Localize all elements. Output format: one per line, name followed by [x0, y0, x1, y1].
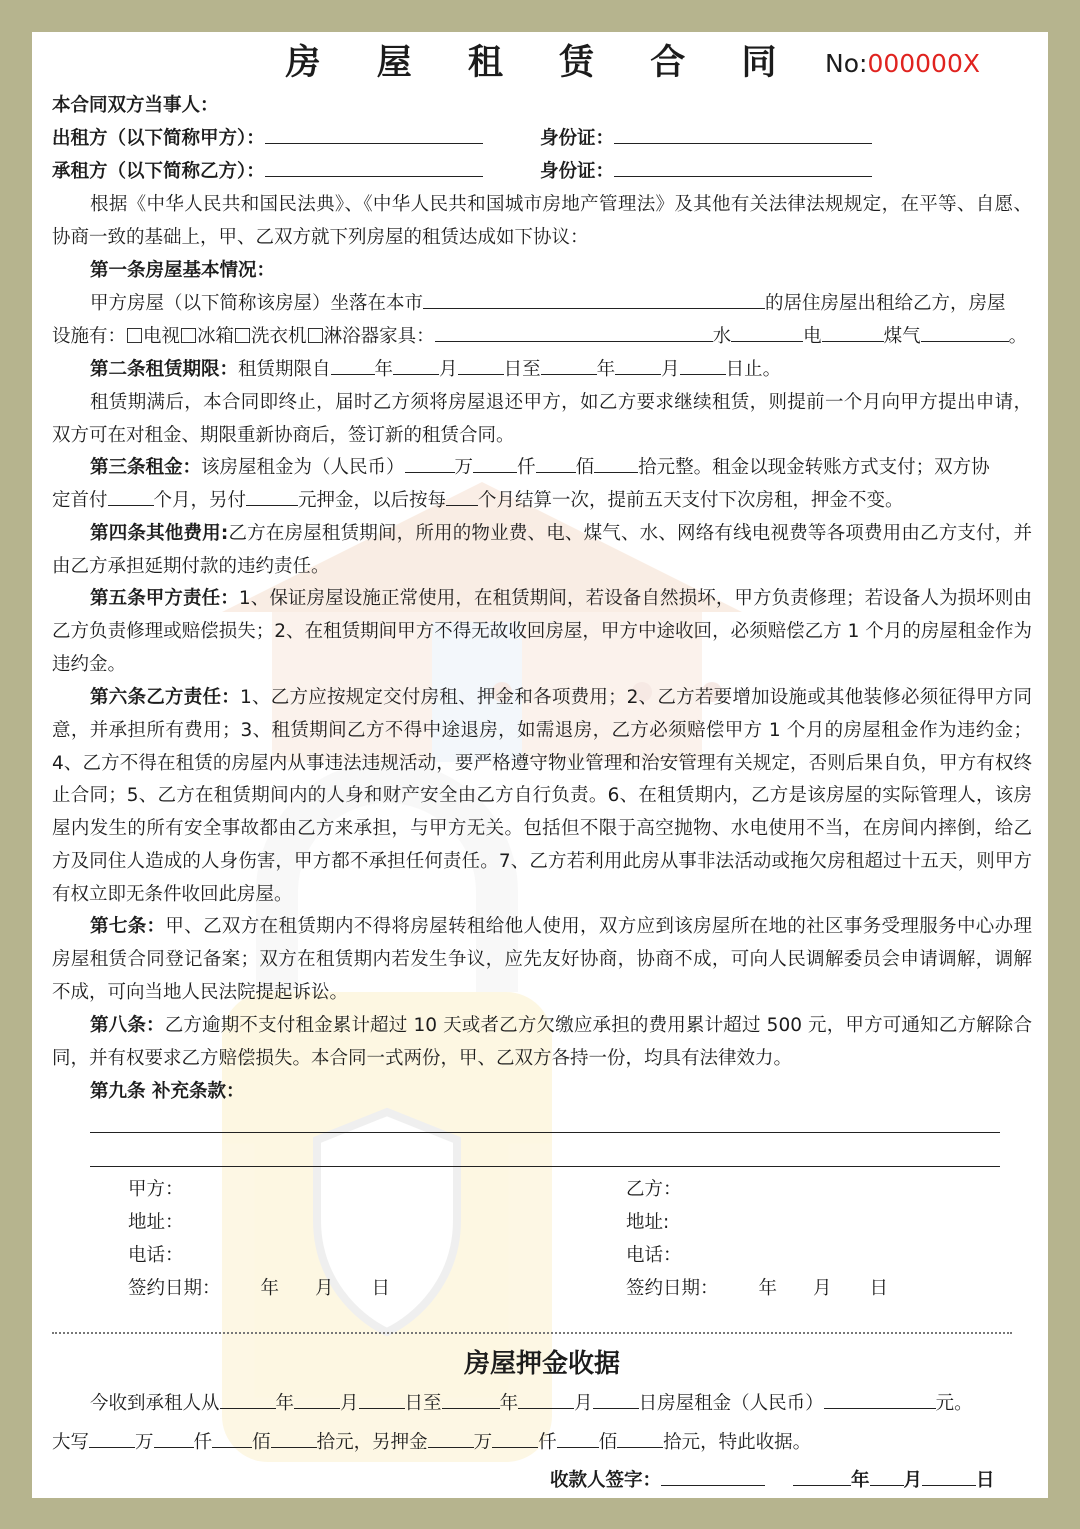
checkbox[interactable]	[127, 328, 142, 343]
phone-a-label: 电话：	[128, 1245, 184, 1266]
article-1-title: 第一条房屋基本情况：	[90, 260, 276, 281]
rent-bai-field[interactable]	[536, 452, 576, 473]
checkbox[interactable]	[181, 328, 196, 343]
contract-number: No:000000X	[825, 49, 980, 78]
article-4: 第四条其他费用:乙方在房屋租赁期间，所用的物业费、电、煤气、水、网络有线电视费等各项费用由乙方支付，并由乙方承担延期付款的违约责任。	[52, 523, 1032, 577]
party-a-label: 甲方：	[128, 1179, 184, 1200]
water-field[interactable]	[731, 321, 803, 342]
end-day-field[interactable]	[680, 354, 726, 375]
article-5: 第五条甲方责任：1、保证房屋设施正常使用，在租赁期间，若设备自然损坏，甲方负责修理；若设备人为损坏则由乙方负责修理或赔偿损失；2、在租赁期间甲方不得无故收回房屋，甲方中途收回，必须赔偿乙方 1 个月的房屋租金作为违约金。	[52, 588, 1032, 675]
article-7: 第七条：甲、乙双方在租赁期内不得将房屋转租给他人使用，双方应到该房屋所在地的社区事务受理服务中心办理房屋租赁合同登记备案；双方在租赁期内若发生争议，应先友好协商，协商不成，可向人民调解委员会申请调解，调解不成，可向当地人民法院提起诉讼。	[52, 916, 1032, 1003]
article-6: 第六条乙方责任：1、乙方应按规定交付房租、押金和各项费用；2、乙方若要增加设施或其他装修必须征得甲方同意，并承担所有费用；3、租赁期间乙方不得中途退房，如需退房，乙方必须赔偿甲方 1 个月的房屋租金作为违约金；4、乙方不得在租赁的房屋内从事违法违规活动，要严格遵守物业管理和治安管理有关规定，否则后果自负，甲方有权终止合同；5、乙方在租赁期间内的人身和财产安全由乙方自行负责。6、在租赁期内，乙方是该房屋的实际管理人，该房屋内发生的所有安全事故都由乙方来承担，与甲方无关。包括但不限于高空抛物、水电使用不当，在房间内摔倒，给乙方及同住人造成的人身伤害，甲方都不承担任何责任。7、乙方若利用此房从事非法活动或拖欠房租超过十五天，则甲方有权立即无条件收回此房屋。	[52, 687, 1032, 905]
payee-signature-field[interactable]	[661, 1465, 765, 1486]
payee-month-field[interactable]	[870, 1465, 904, 1486]
end-year-field[interactable]	[541, 354, 597, 375]
lessor-id-line: 身份证：	[540, 123, 872, 156]
daxie-wan-field[interactable]	[89, 1427, 135, 1448]
deposit-wan-field[interactable]	[428, 1427, 474, 1448]
payee-signature-line: 收款人签字： 年 月 日	[550, 1465, 995, 1498]
start-day-field[interactable]	[458, 354, 504, 375]
checkbox[interactable]	[308, 328, 323, 343]
receipt-end-month-field[interactable]	[518, 1388, 574, 1409]
party-b-label: 乙方：	[626, 1179, 682, 1200]
gas-field[interactable]	[921, 321, 1009, 342]
contract-number-value: 000000X	[867, 49, 980, 78]
receipt-title: 房屋押金收据	[463, 1349, 620, 1379]
rent-shi-field[interactable]	[594, 452, 638, 473]
sign-date-a: 签约日期： 年 月 日	[128, 1278, 391, 1299]
payee-day-field[interactable]	[922, 1465, 976, 1486]
end-month-field[interactable]	[615, 354, 661, 375]
article-3-terms: 定首付 个月，另付 元押金，以后按每 个月结算一次，提前五天支付下次房租，押金不变。	[52, 485, 904, 518]
supplement-line-1[interactable]	[90, 1132, 1000, 1133]
preamble: 根据《中华人民共和国民法典》、《中华人民共和国城市房地产管理法》及其他有关法律法规规定，在平等、自愿、协商一致的基础上，甲、乙双方就下列房屋的租赁达成如下协议：	[52, 194, 1032, 248]
rent-wan-field[interactable]	[405, 452, 455, 473]
billing-months-field[interactable]	[446, 485, 478, 506]
article-1-location: 甲方房屋（以下简称该房屋）坐落在本市 的居住房屋出租给乙方，房屋	[90, 288, 1006, 321]
start-month-field[interactable]	[393, 354, 439, 375]
article-3-rent: 第三条租金：该房屋租金为（人民币） 万 仟 佰 拾元整。租金以现金转账方式支付；双方协	[90, 452, 990, 485]
address-b-label: 地址:	[626, 1212, 670, 1233]
article-8: 第八条：乙方逾期不支付租金累计超过 10 天或者乙方欠缴应承担的费用累计超过 500 元，甲方可通知乙方解除合同，并有权要求乙方赔偿损失。本合同一式两份，甲、乙双方各持一份，均具有法律效力。	[52, 1015, 1032, 1069]
power-field[interactable]	[822, 321, 884, 342]
deposit-qian-field[interactable]	[492, 1427, 538, 1448]
sign-date-b: 签约日期： 年 月 日	[626, 1278, 889, 1299]
article-2-period: 第二条租赁期限：租赁期限自 年 月 日至 年 月 日止。	[90, 354, 781, 387]
article-1-facilities: 设施有： 电视 冰箱 洗衣机 淋浴器家具： 水 电 煤气 。	[52, 321, 1027, 354]
receipt-start-day-field[interactable]	[359, 1388, 405, 1409]
contract-page	[32, 32, 1048, 1498]
receipt-amount-field[interactable]	[824, 1388, 936, 1409]
daxie-bai-field[interactable]	[212, 1427, 252, 1448]
supplement-line-2[interactable]	[90, 1166, 1000, 1167]
start-year-field[interactable]	[331, 354, 375, 375]
checkbox[interactable]	[235, 328, 250, 343]
receipt-end-day-field[interactable]	[593, 1388, 639, 1409]
lessor-line: 出租方（以下简称甲方）：	[52, 123, 483, 156]
lessor-id-field[interactable]	[614, 123, 872, 144]
article-9-title: 第九条 补充条款：	[90, 1081, 245, 1102]
deposit-bai-field[interactable]	[557, 1427, 599, 1448]
location-field[interactable]	[423, 288, 765, 309]
daxie-qian-field[interactable]	[154, 1427, 194, 1448]
lessor-name-field[interactable]	[265, 123, 483, 144]
lessee-line: 承租方（以下简称乙方）：	[52, 156, 483, 189]
phone-b-label: 电话：	[626, 1245, 682, 1266]
cut-line-divider	[52, 1332, 1012, 1334]
lessee-name-field[interactable]	[265, 156, 483, 177]
deposit-shi-field[interactable]	[617, 1427, 663, 1448]
lessee-id-field[interactable]	[614, 156, 872, 177]
lessee-id-line: 身份证：	[540, 156, 872, 189]
deposit-field[interactable]	[246, 485, 298, 506]
receipt-line-1: 今收到承租人从 年 月 日至 年 月 日房屋租金（人民币） 元。	[90, 1388, 973, 1421]
receipt-start-month-field[interactable]	[294, 1388, 340, 1409]
article-2-body: 租赁期满后，本合同即终止，届时乙方须将房屋退还甲方，如乙方要求继续租赁，则提前一个月向甲方提出申请，双方可在对租金、期限重新协商后，签订新的租赁合同。	[52, 392, 1032, 446]
contract-title: 房 屋 租 赁 合 同	[285, 43, 799, 83]
receipt-start-year-field[interactable]	[220, 1388, 276, 1409]
rent-qian-field[interactable]	[473, 452, 517, 473]
daxie-shi-field[interactable]	[271, 1427, 317, 1448]
furniture-field[interactable]	[435, 321, 713, 342]
receipt-line-2: 大写 万 仟 佰 拾元，另押金 万 仟 佰 拾元，特此收据。	[52, 1427, 811, 1460]
parties-intro: 本合同双方当事人：	[52, 95, 219, 116]
first-months-field[interactable]	[108, 485, 154, 506]
receipt-end-year-field[interactable]	[442, 1388, 500, 1409]
address-a-label: 地址：	[128, 1212, 184, 1233]
payee-year-field[interactable]	[793, 1465, 851, 1486]
